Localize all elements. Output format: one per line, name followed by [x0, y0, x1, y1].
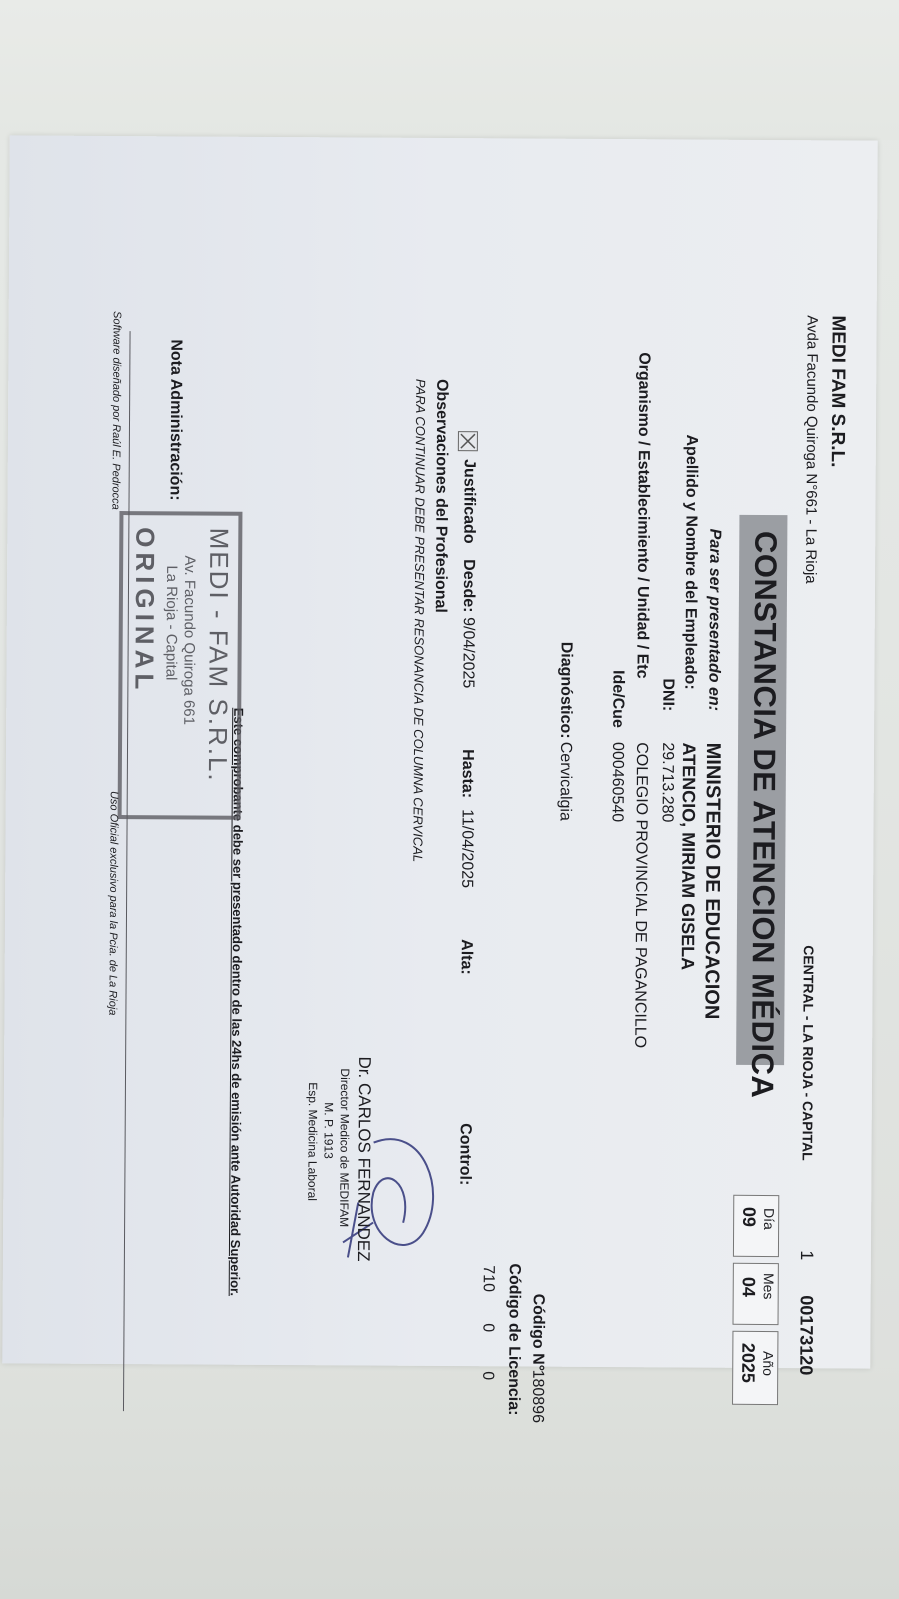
justificado-checkbox: [458, 431, 478, 451]
date-year-label: Año: [760, 1350, 777, 1376]
serial-number: 00173120: [796, 1295, 817, 1376]
office-location: CENTRAL - LA RIOJA - CAPITAL: [799, 945, 817, 1161]
presentation-notice: Este comprobante debe ser presentado dentro de las 24hs de emisión ante Autoridad Superior.: [227, 707, 247, 1297]
licencia-code-2: 0: [479, 1323, 497, 1333]
organismo-label: Organismo / Establecimiento / Unidad / Etc: [633, 352, 653, 679]
desde-value: 9/04/2025: [459, 617, 477, 689]
idecue-value: 000460540: [608, 742, 627, 823]
observaciones-label: Observaciones del Profesional: [431, 378, 451, 613]
footer-official-use: Uso Oficial exclusivo para la Pcia. de La Rioja: [106, 790, 120, 1016]
doctor-name: Dr. CARLOS FERNANDEZ: [353, 1056, 375, 1262]
alta-label: Alta:: [457, 939, 475, 975]
stamp-original: ORIGINAL: [129, 527, 161, 695]
check-x-icon: [459, 432, 477, 450]
doctor-title: Director Medico de MEDIFAM: [337, 1068, 353, 1228]
stamp-address: Av. Facundo Quiroga 661: [180, 555, 199, 726]
nota-administracion-label: Nota Administración:: [166, 339, 185, 501]
office-number: 1: [796, 1250, 817, 1261]
dni-value: 29.713.280: [658, 742, 677, 823]
date-day-label: Día: [761, 1207, 778, 1230]
footer-rule: [123, 331, 131, 1411]
codigo-value: 180896: [528, 1369, 547, 1424]
dni-label: DNI:: [659, 678, 677, 712]
diagnostico-value: Cervicalgia: [556, 741, 575, 821]
doctor-license: M. P. 1913: [321, 1102, 336, 1159]
footer-software: Software diseñado por Raúl E. Pedrocca: [109, 310, 123, 510]
desk-background-top: [0, 0, 899, 140]
company-stamp: [118, 511, 243, 820]
date-day-value: 09: [739, 1206, 760, 1227]
company-name: MEDI FAM S.R.L.: [826, 315, 849, 468]
empleado-value: ATENCIO, MIRIAM GISELA: [677, 742, 700, 971]
presentado-value: MINISTERIO DE EDUCACION: [700, 742, 725, 1020]
diagnostico-label: Diagnóstico:: [557, 641, 575, 739]
control-label: Control:: [456, 1123, 474, 1186]
idecue-label: Ide/Cue: [609, 670, 627, 728]
empleado-label: Apellido y Nombre del Empleado:: [681, 434, 700, 690]
hasta-label: Hasta:: [458, 749, 477, 799]
certificate-content: [82, 311, 849, 1446]
codigo-label: Código N°: [529, 1293, 547, 1372]
observaciones-text: PARA CONTINUAR DEBE PRESENTAR RESONANCIA DE COLUMNA CERVICAL: [410, 378, 429, 863]
hasta-value: 11/04/2025: [458, 809, 476, 889]
date-year-value: 2025: [738, 1342, 759, 1384]
stamp-company: MEDI - FAM S.R.L.: [202, 527, 235, 783]
company-address: Avda Facundo Quiroga N°661 - La Rioja: [802, 315, 821, 584]
licencia-code-1: 710: [479, 1265, 497, 1293]
organismo-value: COLEGIO PROVINCIAL DE PAGANCILLO: [631, 742, 651, 1049]
licencia-code-3: 0: [479, 1371, 497, 1381]
document-title: CONSTANCIA DE ATENCION MÉDICA: [744, 530, 784, 1099]
medical-certificate-paper: [2, 135, 877, 1424]
desde-label: Desde:: [459, 559, 478, 613]
presentado-label: Para ser presentado en:: [705, 528, 724, 712]
doctor-specialty: Esp. Medicina Laboral: [305, 1082, 320, 1202]
stamp-city: La Rioja - Capital: [162, 565, 181, 681]
date-month-value: 04: [738, 1276, 759, 1297]
date-month-label: Mes: [760, 1272, 777, 1300]
justificado-label: Justificado: [460, 459, 478, 544]
licencia-label: Código de Licencia:: [504, 1263, 523, 1416]
